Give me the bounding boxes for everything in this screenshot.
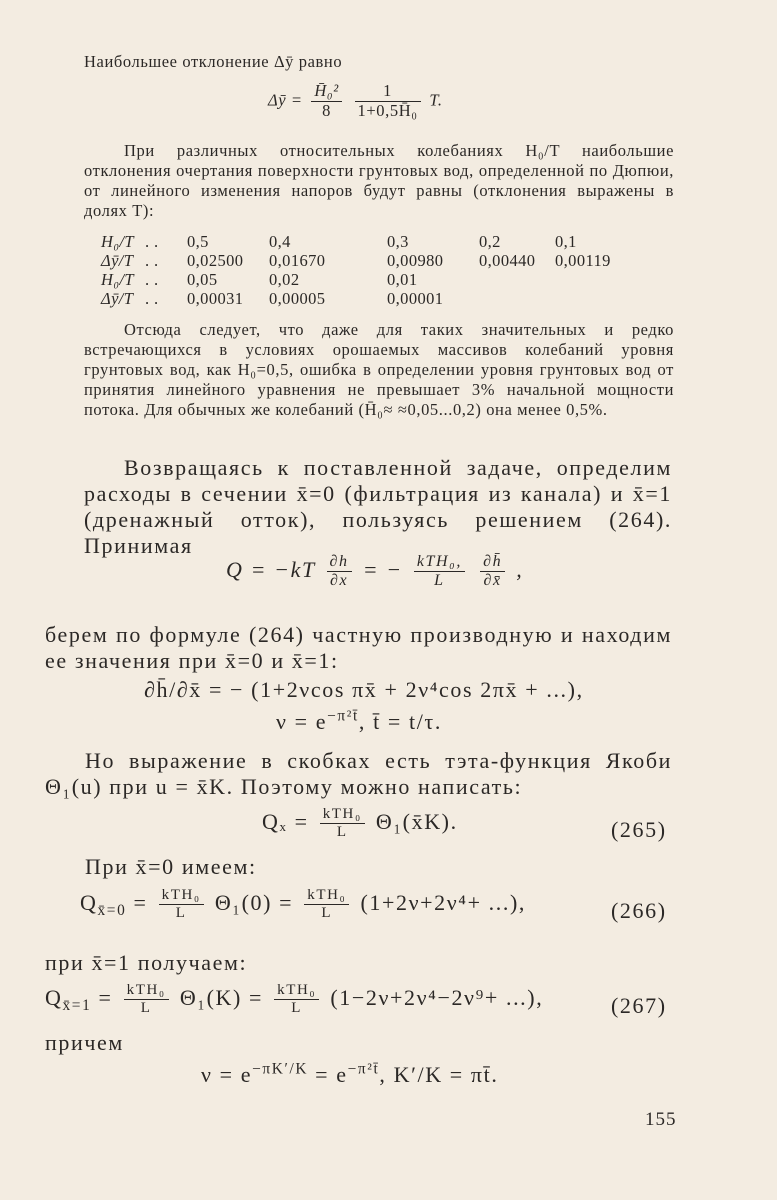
equation-265 bbox=[262, 806, 458, 842]
text-at-x1: при x̄=1 получаем: bbox=[45, 950, 248, 975]
eq2-equals: = − bbox=[362, 556, 403, 582]
eq8-exponent-2: −π²t̄ bbox=[347, 1060, 380, 1078]
eq5-num: kTH₀ bbox=[320, 806, 365, 824]
eq1-lhs: Δȳ = bbox=[268, 90, 308, 110]
eq8-exponent-1: −πK′/K bbox=[252, 1060, 309, 1078]
eq7-den2: L bbox=[291, 1000, 303, 1017]
equation-266 bbox=[80, 887, 526, 923]
table-cell: 0,5 bbox=[187, 232, 209, 251]
eq4-exponent: −π²t̄ bbox=[327, 707, 359, 725]
equation-number-265: (265) bbox=[611, 817, 667, 842]
table-cell: 0,01 bbox=[387, 270, 418, 289]
equation-nu bbox=[276, 709, 442, 735]
eq6-den2: L bbox=[321, 905, 333, 922]
equation-number-266: (266) bbox=[611, 898, 667, 923]
eq6-lhs: Q bbox=[80, 889, 98, 915]
eq6-num: kTH₀ bbox=[159, 887, 204, 905]
text-at-x0: При x̄=0 имеем: bbox=[85, 854, 257, 879]
eq1-num: H̄₀² bbox=[311, 82, 341, 102]
table-cell: 0,05 bbox=[187, 270, 218, 289]
eq7-num: kTH₀ bbox=[124, 982, 169, 1000]
row-dots: . . bbox=[145, 289, 159, 308]
row-label: Δȳ/T bbox=[101, 251, 134, 270]
paragraph-conclusion: Отсюда следует, что даже для таких значительных и редко встречающихся в условиях орошаемых массивов колебаний уровня грунтовых вод, как H₀=0,5, ошибка в определении уровня грунтовых вод от принятия линейного уравнения не превышает 3% начальной мощности потока. Для обычных же колебаний (H̄₀≈ ≈0,05...0,2) она менее 0,5%. bbox=[84, 320, 674, 419]
intro-text: Наибольшее отклонение Δȳ равно bbox=[84, 52, 343, 71]
eq7-den: L bbox=[140, 1000, 152, 1017]
table-cell: 0,00980 bbox=[387, 251, 444, 270]
equation-nu-k bbox=[201, 1062, 498, 1088]
table-cell: 0,00005 bbox=[269, 289, 326, 308]
eq2-tail: , bbox=[516, 556, 524, 582]
table-cell: 0,00001 bbox=[387, 289, 444, 308]
eq6-fraction-2 bbox=[304, 887, 349, 923]
table-cell: 0,00031 bbox=[187, 289, 244, 308]
equation-flow bbox=[226, 553, 523, 591]
eq4-lhs: ν = e bbox=[276, 709, 328, 734]
row-dots: . . bbox=[145, 232, 159, 251]
paragraph-deviations: При различных относительных колебаниях H₀/T наибольшие отклонения очертания поверхности грунтовых вод, определенной по Дюпюи, от линейного изменения напоров будут равны (отклонения выражены в долях T): bbox=[84, 141, 674, 220]
eq2-d1-den: ∂x bbox=[329, 572, 349, 590]
eq7-num2: kTH₀ bbox=[274, 982, 319, 1000]
eq2-derivative-1 bbox=[327, 553, 352, 591]
eq5-tail: Θ₁(x̄K). bbox=[368, 808, 458, 834]
eq2-d1-num: ∂h bbox=[327, 553, 352, 572]
row-dots: . . bbox=[145, 270, 159, 289]
eq6-num2: kTH₀ bbox=[304, 887, 349, 905]
paragraph-return-to-problem: Возвращаясь к поставленной задаче, определим расходы в сечении x̄=0 (фильтрация из канала) и x̄=1 (дренажный отток), пользуясь решением (264). Принимая bbox=[84, 455, 672, 558]
eq5-lhs: Qₓ = bbox=[262, 808, 316, 834]
eq8-lhs: ν = e bbox=[201, 1062, 253, 1087]
equation-partial-derivative: ∂h̄/∂x̄ = − (1+2νcos πx̄ + 2ν⁴cos 2πx̄ + ...), bbox=[144, 677, 584, 702]
paragraph-theta-function: Но выражение в скобках есть тэта-функция Якоби Θ₁(u) при u = x̄K. Поэтому можно написать: bbox=[45, 748, 672, 799]
table-cell: 0,1 bbox=[555, 232, 577, 251]
eq2-f2-den: L bbox=[434, 572, 445, 590]
eq7-equals: = bbox=[91, 984, 120, 1010]
table-cell: 0,00440 bbox=[479, 251, 536, 270]
equation-number-267: (267) bbox=[611, 993, 667, 1018]
eq6-tail: (1+2ν+2ν⁴+ ...), bbox=[353, 889, 527, 915]
eq6-mid: Θ₁(0) = bbox=[207, 889, 301, 915]
row-label: H₀/T bbox=[101, 232, 135, 251]
eq4-tail: , t̄ = t/τ. bbox=[358, 709, 442, 734]
table-cell: 0,2 bbox=[479, 232, 501, 251]
eq1-num2: 1 bbox=[355, 82, 421, 102]
paragraph-derivative: берем по формуле (264) частную производную и находим ее значения при x̄=0 и x̄=1: bbox=[45, 622, 672, 673]
row-label: Δȳ/T bbox=[101, 289, 134, 308]
table-cell: 0,00119 bbox=[555, 251, 611, 270]
eq1-fraction-1 bbox=[311, 82, 341, 121]
eq1-den2: 1+0,5H̄₀ bbox=[357, 100, 418, 120]
eq7-fraction-1 bbox=[124, 982, 169, 1018]
table-cell: 0,01670 bbox=[269, 251, 326, 270]
eq8-tail: , K′/K = πt̄. bbox=[379, 1062, 499, 1087]
text-where: причем bbox=[45, 1030, 124, 1055]
eq1-den: 8 bbox=[322, 100, 332, 120]
table-cell: 0,02500 bbox=[187, 251, 244, 270]
eq7-subscript: x̄=1 bbox=[62, 997, 92, 1015]
equation-deviation bbox=[268, 82, 443, 121]
eq2-derivative-2 bbox=[480, 553, 505, 591]
eq7-tail: (1−2ν+2ν⁴−2ν⁹+ ...), bbox=[323, 984, 544, 1010]
eq7-mid: Θ₁(K) = bbox=[172, 984, 271, 1010]
eq8-mid: = e bbox=[308, 1062, 348, 1087]
eq2-d2-den: ∂x̄ bbox=[483, 572, 502, 590]
eq2-fraction bbox=[414, 553, 465, 591]
eq2-lhs: Q = −kT bbox=[226, 556, 316, 582]
eq1-tail: T. bbox=[429, 90, 443, 110]
table-cell: 0,02 bbox=[269, 270, 300, 289]
eq5-fraction bbox=[320, 806, 365, 842]
row-dots: . . bbox=[145, 251, 159, 270]
table-cell: 0,3 bbox=[387, 232, 409, 251]
eq5-den: L bbox=[336, 824, 348, 841]
eq1-fraction-2 bbox=[355, 82, 421, 121]
page-number: 155 bbox=[645, 1109, 677, 1130]
table-cell: 0,4 bbox=[269, 232, 291, 251]
eq2-f2-num: kTH₀, bbox=[414, 553, 465, 572]
equation-267 bbox=[45, 982, 543, 1018]
eq7-lhs: Q bbox=[45, 984, 63, 1010]
eq6-equals: = bbox=[126, 889, 155, 915]
eq7-fraction-2 bbox=[274, 982, 319, 1018]
eq6-den: L bbox=[175, 905, 187, 922]
eq6-fraction-1 bbox=[159, 887, 204, 923]
row-label: H₀/T bbox=[101, 270, 135, 289]
eq2-d2-num: ∂h̄ bbox=[480, 553, 505, 572]
eq6-subscript: x̄=0 bbox=[97, 902, 127, 920]
